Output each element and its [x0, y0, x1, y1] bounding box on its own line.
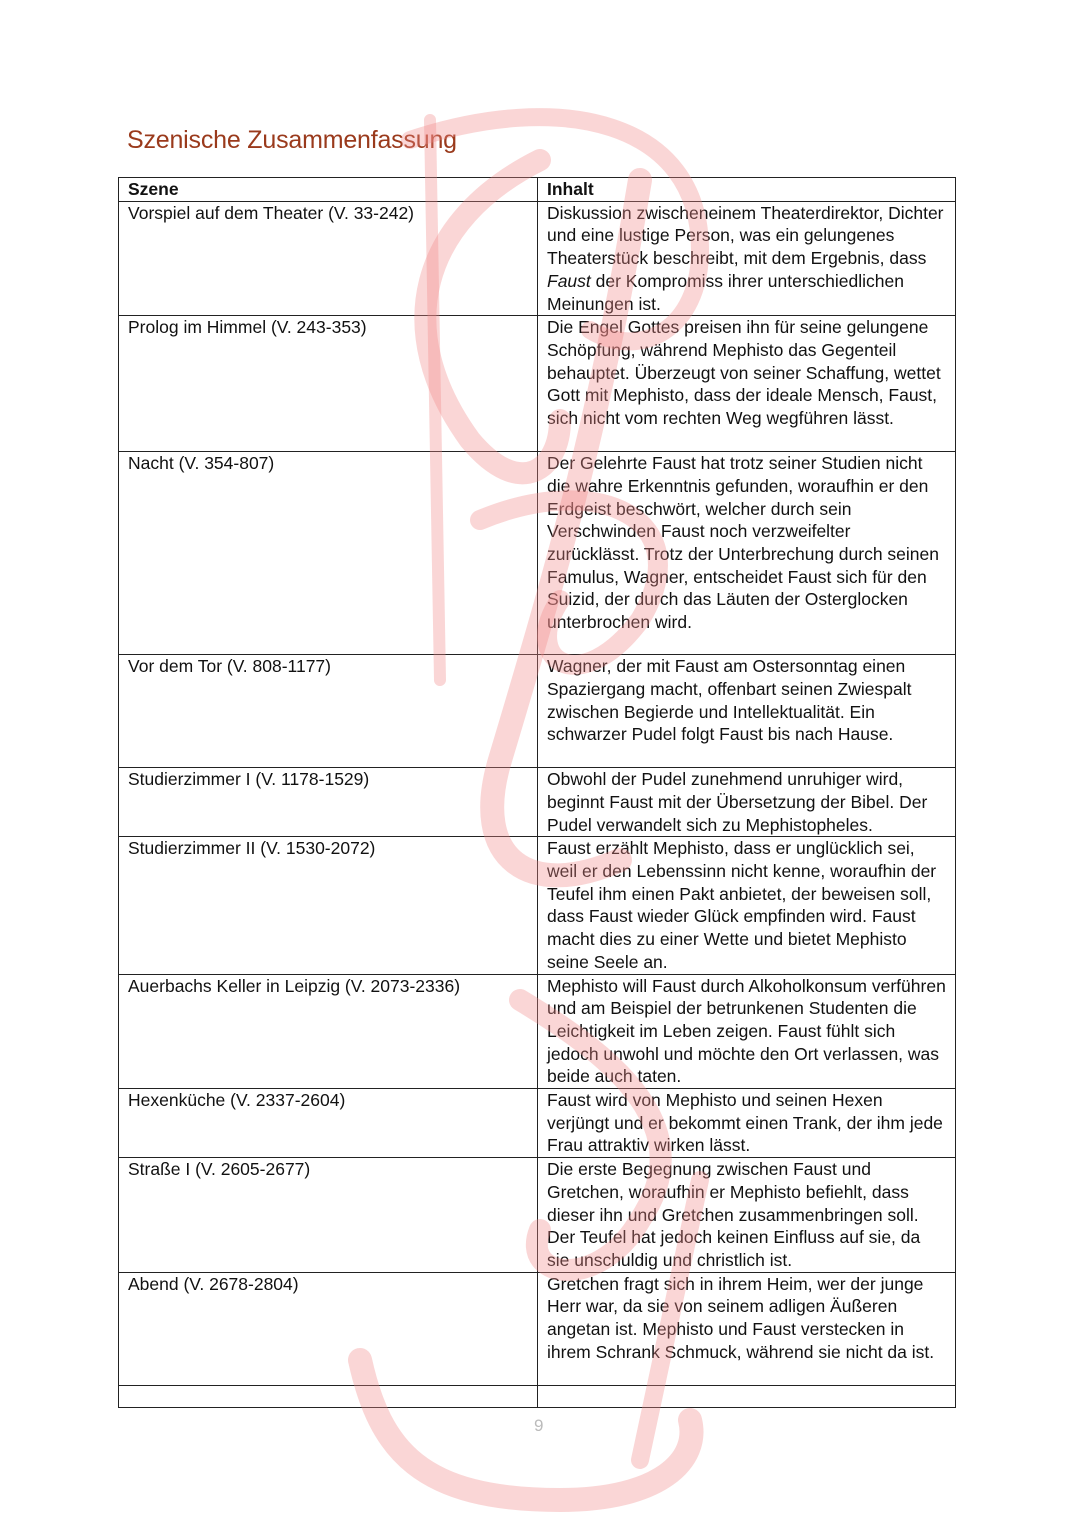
scene-cell: Vorspiel auf dem Theater (V. 33-242)	[119, 201, 538, 316]
header-content: Inhalt	[538, 178, 956, 202]
empty-cell	[538, 1385, 956, 1407]
scene-cell: Vor dem Tor (V. 808-1177)	[119, 655, 538, 768]
table-row	[119, 1272, 956, 1385]
header-scene: Szene	[119, 178, 538, 202]
scene-cell: Prolog im Himmel (V. 243-353)	[119, 316, 538, 452]
scene-cell: Auerbachs Keller in Leipzig (V. 2073-2336)	[119, 974, 538, 1089]
table-row	[119, 201, 956, 316]
table-row	[119, 1089, 956, 1158]
empty-cell	[119, 1385, 538, 1407]
scene-cell: Hexenküche (V. 2337-2604)	[119, 1089, 538, 1158]
scene-cell: Studierzimmer I (V. 1178-1529)	[119, 768, 538, 837]
content-cell: Faust erzählt Mephisto, dass er unglücklich sei, weil er den Lebenssinn nicht kenne, woraufhin der Teufel ihm einen Pakt anbietet, der beweisen soll, dass Faust wieder Glück empfinden wird. Faust macht dies zu einer Wette und bietet Mephisto seine Seele an.	[538, 837, 956, 974]
content-italic: Faust	[547, 270, 591, 291]
content-cell: Wagner, der mit Faust am Ostersonntag einen Spaziergang macht, offenbart seinen Zwiespalt zwischen Begierde und Intellektualität. Ein schwarzer Pudel folgt Faust bis nach Hause.	[538, 655, 956, 768]
scene-cell: Studierzimmer II (V. 1530-2072)	[119, 837, 538, 974]
scene-summary-table	[118, 177, 956, 1408]
content-cell: Die erste Begegnung zwischen Faust und Gretchen, woraufhin er Mephisto befiehlt, dass dieser ihn und Gretchen zusammenbringen soll. Der Teufel hat jedoch keinen Einfluss auf sie, da sie unschuldig und christlich ist.	[538, 1158, 956, 1273]
table-row	[119, 655, 956, 768]
content-cell: Die Engel Gottes preisen ihn für seine gelungene Schöpfung, während Mephisto das Gegenteil behauptet. Überzeugt von seiner Schaffung, wettet Gott mit Mephisto, dass der ideale Mensch, Faust, sich nicht vom rechten Weg wegführen lässt.	[538, 316, 956, 452]
content-cell	[538, 201, 956, 316]
page-number: 9	[534, 1416, 544, 1435]
table-row	[119, 837, 956, 974]
content-cell: Obwohl der Pudel zunehmend unruhiger wird, beginnt Faust mit der Übersetzung der Bibel. Der Pudel verwandelt sich zu Mephistopheles.	[538, 768, 956, 837]
scene-cell: Nacht (V. 354-807)	[119, 452, 538, 655]
content-text: der Kompromiss ihrer unterschiedlichen Meinungen ist.	[547, 270, 904, 314]
table-row	[119, 974, 956, 1089]
content-cell: Der Gelehrte Faust hat trotz seiner Studien nicht die wahre Erkenntnis gefunden, woraufhin er den Erdgeist beschwört, welcher durch sein Verschwinden Faust noch verzweifelter zurücklässt. Trotz der Unterbrechung durch seinen Famulus, Wagner, entscheidet Faust sich für den Suizid, der durch das Läuten der Osterglocken unterbrochen wird.	[538, 452, 956, 655]
scene-cell: Straße I (V. 2605-2677)	[119, 1158, 538, 1273]
content-cell: Mephisto will Faust durch Alkoholkonsum verführen und am Beispiel der betrunkenen Studenten die Leichtigkeit im Leben zeigen. Faust fühlt sich jedoch unwohl und möchte den Ort verlassen, was beide auch taten.	[538, 974, 956, 1089]
table-row	[119, 1158, 956, 1273]
page-title: Szenische Zusammenfassung	[127, 126, 457, 154]
content-cell: Faust wird von Mephisto und seinen Hexen verjüngt und er bekommt einen Trank, der ihm jede Frau attraktiv wirken lässt.	[538, 1089, 956, 1158]
table-row	[119, 316, 956, 452]
table-row	[119, 452, 956, 655]
content-cell: Gretchen fragt sich in ihrem Heim, wer der junge Herr war, da sie von seinem adligen Äußeren angetan ist. Mephisto und Faust verstecken in ihrem Schrank Schmuck, während sie nicht da ist.	[538, 1272, 956, 1385]
scene-cell: Abend (V. 2678-2804)	[119, 1272, 538, 1385]
empty-table-row	[119, 1385, 956, 1407]
table-row	[119, 768, 956, 837]
table-header-row	[119, 178, 956, 202]
content-text: Diskussion zwischeneinem Theaterdirektor, Dichter und eine lustige Person, was ein gelungenes Theaterstück beschreibt, mit dem Ergebnis, dass	[547, 202, 944, 269]
